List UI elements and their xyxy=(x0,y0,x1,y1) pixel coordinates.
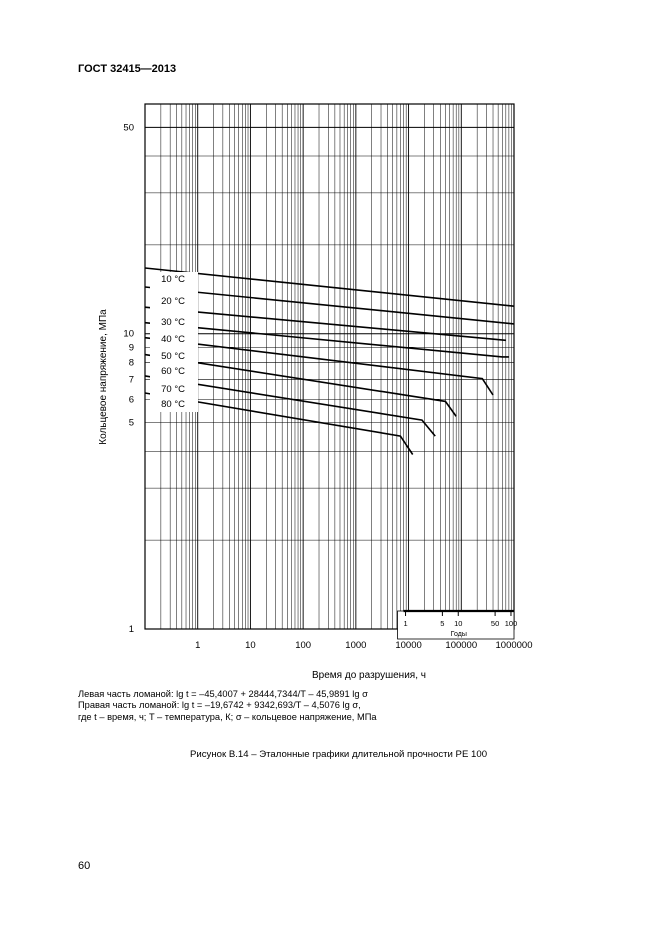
x-tick-labels xyxy=(195,640,532,651)
years-axis xyxy=(398,611,518,639)
x-axis-label: Время до разрушения, ч xyxy=(312,670,426,681)
years-tick-label: 1 xyxy=(403,619,408,628)
formula-right: Правая часть ломаной: lg t = –19,6742 + 9342,693/T – 4,5076 lg σ, xyxy=(78,700,361,711)
y-tick-label: 1 xyxy=(128,624,134,635)
years-tick-label: 10 xyxy=(454,619,463,628)
y-tick-label: 9 xyxy=(128,342,134,354)
y-tick-label: 5 xyxy=(128,417,134,429)
legend-note: где t – время, ч; T – температура, К; σ – кольцевое напряжение, МПа xyxy=(78,711,377,722)
x-tick-label: 100000 xyxy=(445,640,478,651)
series-line xyxy=(145,307,506,340)
years-tick-label: 5 xyxy=(440,619,445,628)
series-label: 60 °C xyxy=(161,366,185,377)
series-label: 80 °C xyxy=(161,399,185,410)
y-tick-labels xyxy=(123,122,134,635)
x-tick-label: 1000 xyxy=(345,640,367,651)
series-label: 70 °C xyxy=(161,384,185,395)
y-tick-label: 7 xyxy=(128,374,134,386)
years-axis-title: Годы xyxy=(450,631,467,638)
series-label: 50 °C xyxy=(161,351,185,362)
document-standard: ГОСТ 32415—2013 xyxy=(78,63,177,75)
page-number: 60 xyxy=(78,860,91,872)
y-tick-label: 10 xyxy=(123,328,134,340)
y-tick-label: 50 xyxy=(123,122,134,134)
years-tick-label: 50 xyxy=(490,619,500,628)
series-label: 20 °C xyxy=(161,296,185,307)
formula-notes xyxy=(78,689,377,723)
series-label: 30 °C xyxy=(161,317,185,328)
x-tick-label: 1 xyxy=(195,640,201,651)
series-line xyxy=(145,323,509,357)
series-labels xyxy=(150,272,198,412)
y-axis-label: Кольцевое напряжение, МПа xyxy=(98,309,109,445)
x-tick-label: 1000000 xyxy=(495,640,533,651)
x-tick-label: 10 xyxy=(245,640,256,651)
y-tick-label: 8 xyxy=(128,357,134,369)
figure-caption: Рисунок В.14 – Эталонные графики длительной прочности РЕ 100 xyxy=(190,749,488,760)
formula-left: Левая часть ломаной: lg t = –45,4007 + 28444,7344/T – 45,9891 lg σ xyxy=(78,689,368,699)
x-tick-label: 100 xyxy=(295,640,312,651)
series-label: 40 °C xyxy=(161,334,185,345)
y-tick-label: 6 xyxy=(128,394,134,406)
years-tick-label: 100 xyxy=(504,619,518,628)
series-label: 10 °C xyxy=(161,274,185,285)
grid-lines xyxy=(145,104,514,629)
x-tick-label: 10000 xyxy=(395,640,422,651)
